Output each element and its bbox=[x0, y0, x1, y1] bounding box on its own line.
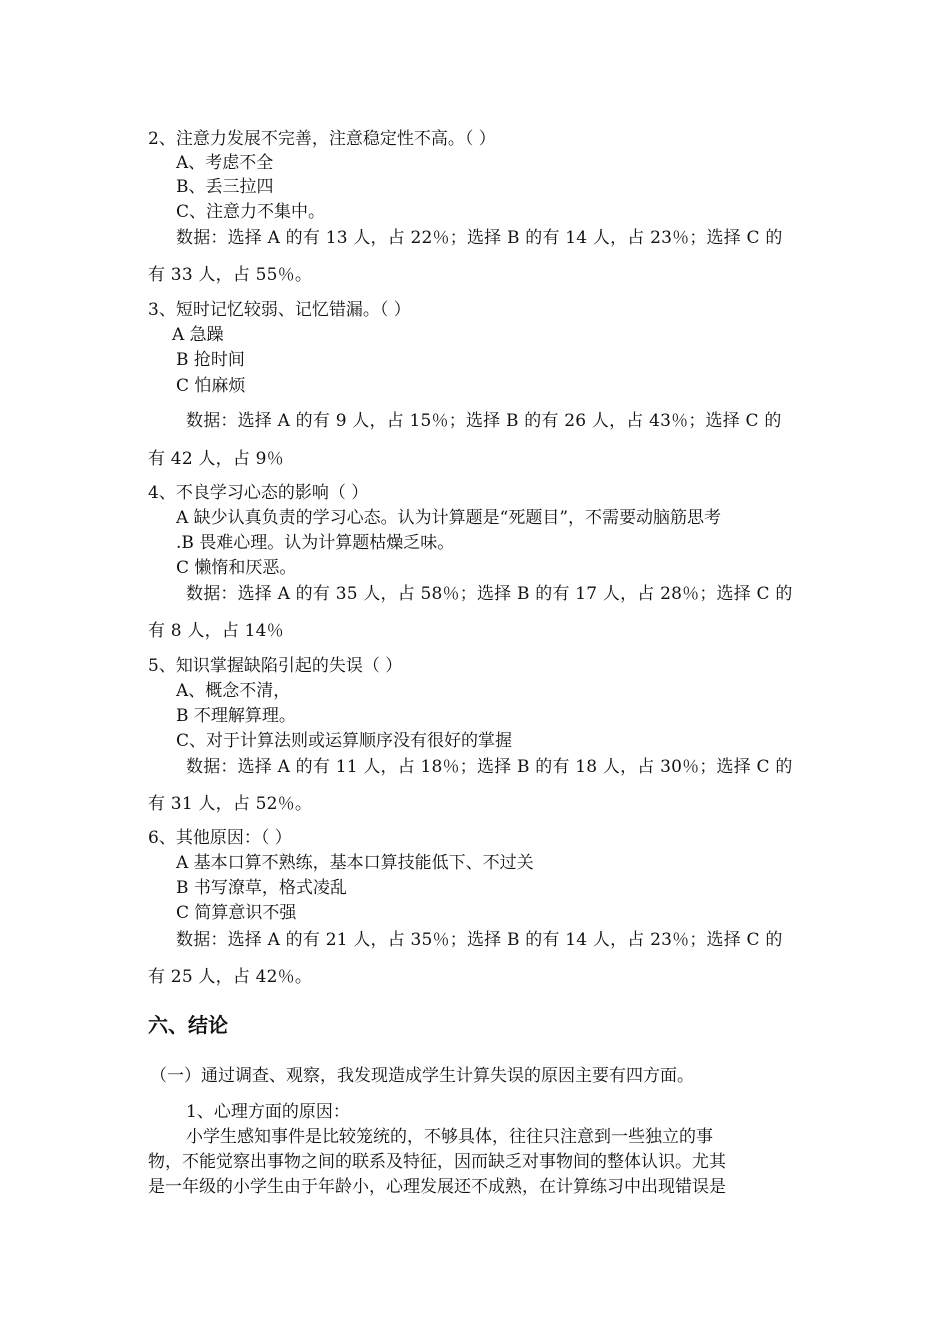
q6-title: 6、其他原因：（ ） bbox=[148, 828, 292, 848]
q4-data-line1: 数据：选择 A 的有 35 人，占 58％；选择 B 的有 17 人，占 28％；选择 C 的 bbox=[186, 584, 793, 604]
q5-option-c: C、对于计算法则或运算顺序没有很好的掌握 bbox=[176, 731, 513, 751]
q3-option-a: A 急躁 bbox=[172, 325, 224, 345]
conclusion-intro: （一）通过调查、观察，我发现造成学生计算失误的原因主要有四方面。 bbox=[150, 1066, 694, 1086]
q2-option-c: C、注意力不集中。 bbox=[176, 202, 326, 222]
q4-option-c: C 懒惰和厌恶。 bbox=[176, 558, 297, 578]
q2-data-line2: 有 33 人，占 55％。 bbox=[148, 265, 313, 285]
q3-data-line1: 数据：选择 A 的有 9 人，占 15％；选择 B 的有 26 人，占 43％；选择 C 的 bbox=[186, 411, 782, 431]
q6-option-b: B 书写潦草，格式凌乱 bbox=[176, 878, 347, 898]
q5-data-line2: 有 31 人，占 52％。 bbox=[148, 794, 313, 814]
q6-option-c: C 简算意识不强 bbox=[176, 903, 297, 923]
q3-data-line2: 有 42 人，占 9％ bbox=[148, 449, 284, 469]
q2-data-line1: 数据：选择 A 的有 13 人，占 22％；选择 B 的有 14 人，占 23％；选择 C 的 bbox=[176, 228, 783, 248]
q5-option-a: A、概念不清， bbox=[176, 681, 291, 701]
q6-data-line2: 有 25 人，占 42％。 bbox=[148, 967, 313, 987]
conclusion-paragraph-line3: 是一年级的小学生由于年龄小，心理发展还不成熟，在计算练习中出现错误是 bbox=[148, 1177, 726, 1197]
q4-option-b: .B 畏难心理。认为计算题枯燥乏味。 bbox=[176, 533, 455, 553]
q6-option-a: A 基本口算不熟练，基本口算技能低下、不过关 bbox=[176, 853, 534, 873]
q3-option-b: B 抢时间 bbox=[176, 350, 245, 370]
q2-option-a: A、考虑不全 bbox=[176, 153, 274, 173]
conclusion-paragraph-line2: 物，不能觉察出事物之间的联系及特征，因而缺乏对事物间的整体认识。尤其 bbox=[148, 1152, 726, 1172]
q3-title: 3、短时记忆较弱、记忆错漏。（ ） bbox=[148, 300, 411, 320]
conclusion-subheading-1: 1、心理方面的原因： bbox=[186, 1102, 350, 1122]
conclusion-paragraph-line1: 小学生感知事件是比较笼统的，不够具体，往往只注意到一些独立的事 bbox=[186, 1127, 713, 1147]
q3-option-c: C 怕麻烦 bbox=[176, 376, 246, 396]
q5-title: 5、知识掌握缺陷引起的失误（ ） bbox=[148, 656, 403, 676]
q6-data-line1: 数据：选择 A 的有 21 人，占 35％；选择 B 的有 14 人，占 23％；选择 C 的 bbox=[176, 930, 783, 950]
q2-title: 2、注意力发展不完善，注意稳定性不高。（ ） bbox=[148, 129, 496, 149]
conclusion-heading: 六、结论 bbox=[148, 1013, 228, 1037]
q4-data-line2: 有 8 人，占 14％ bbox=[148, 621, 284, 641]
q5-data-line1: 数据：选择 A 的有 11 人，占 18％；选择 B 的有 18 人，占 30％；选择 C 的 bbox=[186, 757, 793, 777]
q2-option-b: B、丢三拉四 bbox=[176, 177, 274, 197]
q4-title: 4、不良学习心态的影响（ ） bbox=[148, 483, 369, 503]
q5-option-b: B 不理解算理。 bbox=[176, 706, 296, 726]
q4-option-a: A 缺少认真负责的学习心态。认为计算题是“死题目”，不需要动脑筋思考 bbox=[176, 508, 722, 528]
